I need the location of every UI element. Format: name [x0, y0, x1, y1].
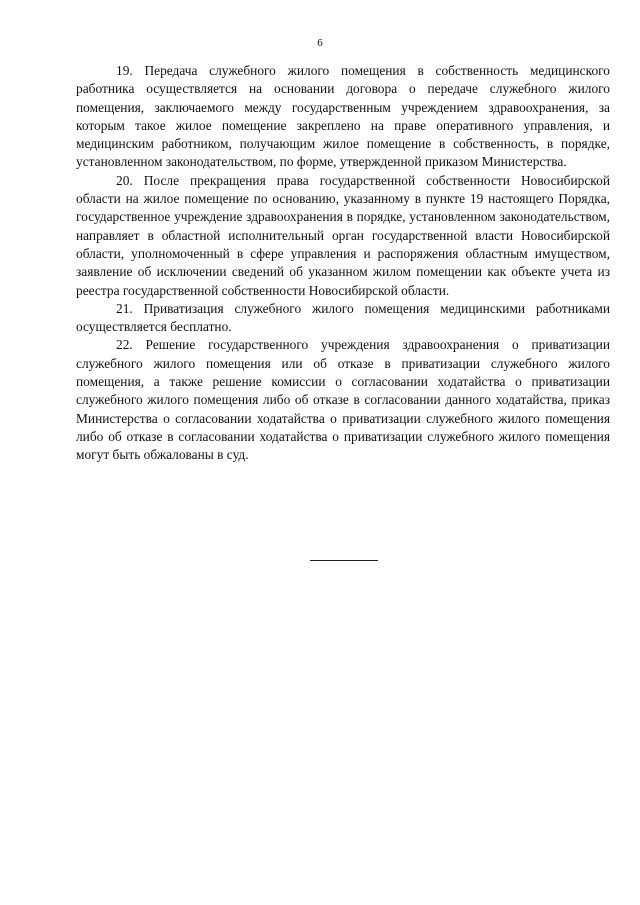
page-number: 6	[317, 37, 323, 49]
paragraph-19: 19. Передача служебного жилого помещения в собственность медицинского работника осуществляется на основании договора о передаче служебного жилого помещения, заключаемого между государственным учреждением здравоохранения, за которым такое жилое помещение закреплено на праве оперативного управления, и медицинским работником, получающим жилое помещение в собственность, в порядке, установленном законодательством, по форме, утвержденной приказом Министерства.	[76, 63, 610, 170]
document-body	[76, 62, 610, 465]
paragraph-21: 21. Приватизация служебного жилого помещения медицинскими работниками осуществляется бесплатно.	[76, 300, 610, 335]
paragraph-22: 22. Решение государственного учреждения здравоохранения о приватизации служебного жилого помещения или об отказе в приватизации служебного жилого помещения, а также решение комиссии о согласовании ходатайства о приватизации служебного жилого помещения либо об отказе в согласовании данного ходатайства, приказ Министерства о согласовании ходатайства о приватизации служебного жилого помещения либо об отказе в согласовании ходатайства о приватизации служебного жилого помещения могут быть обжалованы в суд.	[76, 337, 610, 463]
paragraph-20: 20. После прекращения права государственной собственности Новосибирской области на жилое помещение по основанию, указанному в пункте 19 настоящего Порядка, государственное учреждение здравоохранения в порядке, установленном законодательством, направляет в областной исполнительный орган государственной власти Новосибирской области, уполномоченный в сфере управления и распоряжения областным имуществом, заявление об исключении сведений об указанном жилом помещении как объекте учета из реестра государственной собственности Новосибирской области.	[76, 172, 610, 298]
end-of-document-rule	[310, 560, 378, 561]
